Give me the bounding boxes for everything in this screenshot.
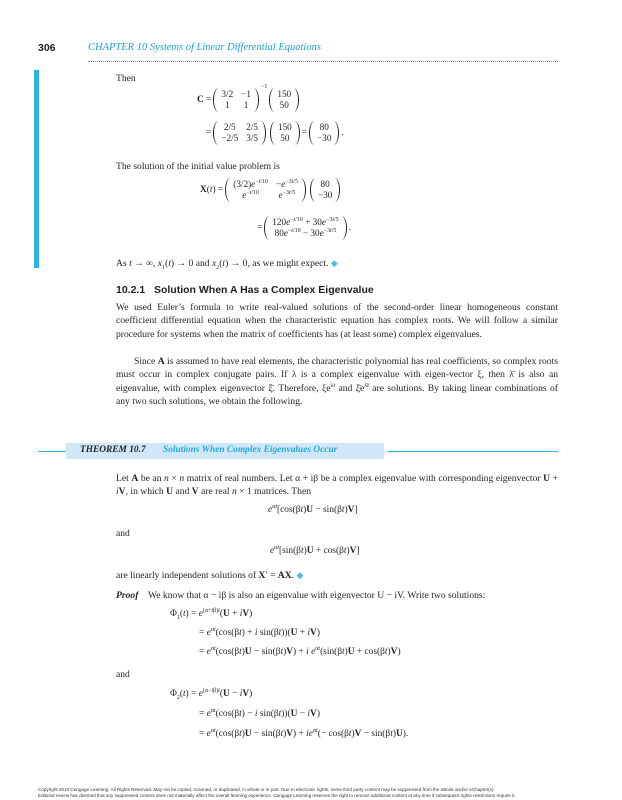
equation-phi2-c: = $e^{\alpha t}(\cos(\beta t)U - \sin(\beta t)V) + ie^{\alpha t}(- \cos(\beta t)V - \sin(\beta t)U)$. xyxy=(199,727,409,739)
matrix-c-inv: 3/2 −1 1 1 xyxy=(213,88,259,112)
equation-phi2-a: $\Phi_2(t) = e^{(\alpha-i\beta)t}(U - iV)$ xyxy=(170,687,253,701)
theorem-solution-1: $e^{\alpha t}[\cos(\beta t)U - \sin(\beta t)V]$ xyxy=(268,503,358,515)
copyright-line-1: Copyright 2010 Cengage Learning. All Rights Reserved. May not be copied, scanned, or duplicated, in whole or in part. Due to electronic rights, some third party content may be suppressed from the eBook and/or eChapter(s). xyxy=(38,787,495,792)
equation-phi1-b: = $e^{\alpha t}(\cos(\beta t) + i$ sin(βt))(U + iV) xyxy=(199,626,320,638)
section-heading: 10.2.1 Solution When A Has a Complex Eigenvalue xyxy=(116,284,374,296)
equation-c-inverse: C = 3/2 −1 1 1 $^{-1}$ 150 50 xyxy=(197,88,301,112)
theorem-label: THEOREM 10.7 xyxy=(80,445,146,455)
text-solution-intro: The solution of the initial value problem is xyxy=(116,161,280,172)
equation-x-t-result: = $120e^{-t/10} + 30e^{-3t/5}$ $80e^{-t/10} - 30e^{-3t/5}$ . xyxy=(257,216,352,238)
text-limit: As t → ∞, $x_1(t) \to 0$ and $x_2(t) \to 0$, as we might expect. ◆ xyxy=(116,258,338,271)
chapter-title: CHAPTER 10 Systems of Linear Differential Equations xyxy=(88,42,321,53)
equation-phi1-c: = $e^{\alpha t}(\cos(\beta t)U - \sin(\beta t)V) + i$ $e^{\alpha t}(\sin(\beta t)U + \cos(\beta t)V)$ xyxy=(199,645,401,657)
theorem-rule-left xyxy=(38,451,66,452)
paragraph-1: We used Euler’s formula to write real-valued solutions of the second-order linear homogeneous constant coefficient differential equation when the characteristic equation has complex roots. We will follow a similar procedure for systems when the matrix of coefficients has (at least some) complex eigenvalues. xyxy=(116,302,558,340)
end-diamond-icon: ◆ xyxy=(330,258,338,268)
theorem-body: Let A be an n × n matrix of real numbers. Let α + iβ be a complex eigenvalue with corresponding eigenvector U + iV, in which U and V are real n × 1 matrices. Then xyxy=(116,473,559,498)
theorem-rule-right xyxy=(388,451,558,452)
paragraph-2: Since A is assumed to have real elements, the characteristic polynomial has real coefficients, so complex roots must occur in complex conjugate pairs. If λ is a complex eigenvalue with eigen-vector ξ, then λ̄ is also an eigenvalue, with complex eigenvector ξ̄. Therefore, $\xi e^{\lambda t}$ and $\xīe^{\lambdāt}$ are solutions. By taking linear combinations of any two such solutions, we obtain the following. xyxy=(116,356,558,407)
equation-c-result: = 2/5 2/5 −2/5 3/5 150 50 = 80 −30 . xyxy=(206,122,344,143)
equation-phi2-b: = $e^{\alpha t}(\cos(\beta t) - i$ sin(βt))(U − iV) xyxy=(199,707,320,719)
text-then: Then xyxy=(116,73,136,84)
sidebar-accent-bar xyxy=(34,70,39,268)
text-and: and xyxy=(116,528,130,539)
equation-x-t: X(t) = $(3/2)e^{-t/10}$ $-e^{-3t/5}$ $e^{-t/10}$ $e^{-3t/5}$ 80 −30 xyxy=(200,178,342,202)
text-linearly-independent: are linearly independent solutions of X′ = AX. ◆ xyxy=(116,570,304,581)
theorem-solution-2: $e^{\alpha t}[\sin(\beta t)U + \cos(\beta t)V]$ xyxy=(270,544,360,556)
copyright-line-2: Editorial review has deemed that any suppressed content does not materially affect the overall learning experience. Cengage Learning reserves the right to remove additional content at any time if subsequent rights restrictions require it. xyxy=(38,793,516,798)
equation-phi1-a: $\Phi_1(t) = e^{(\alpha+i\beta)t}(U + iV)$ xyxy=(170,607,253,621)
page-number: 306 xyxy=(38,42,56,54)
end-diamond-icon: ◆ xyxy=(296,570,304,580)
matrix-initial: 150 50 xyxy=(269,88,299,112)
proof-label: Proof xyxy=(116,590,139,601)
theorem-title: Solutions When Complex Eigenvalues Occur xyxy=(163,445,338,455)
header-rule xyxy=(88,61,558,62)
proof-intro: Proof We know that α − iβ is also an eigenvalue with eigenvector U − iV. Write two solutions: xyxy=(116,590,486,601)
text-and-2: and xyxy=(116,669,130,680)
